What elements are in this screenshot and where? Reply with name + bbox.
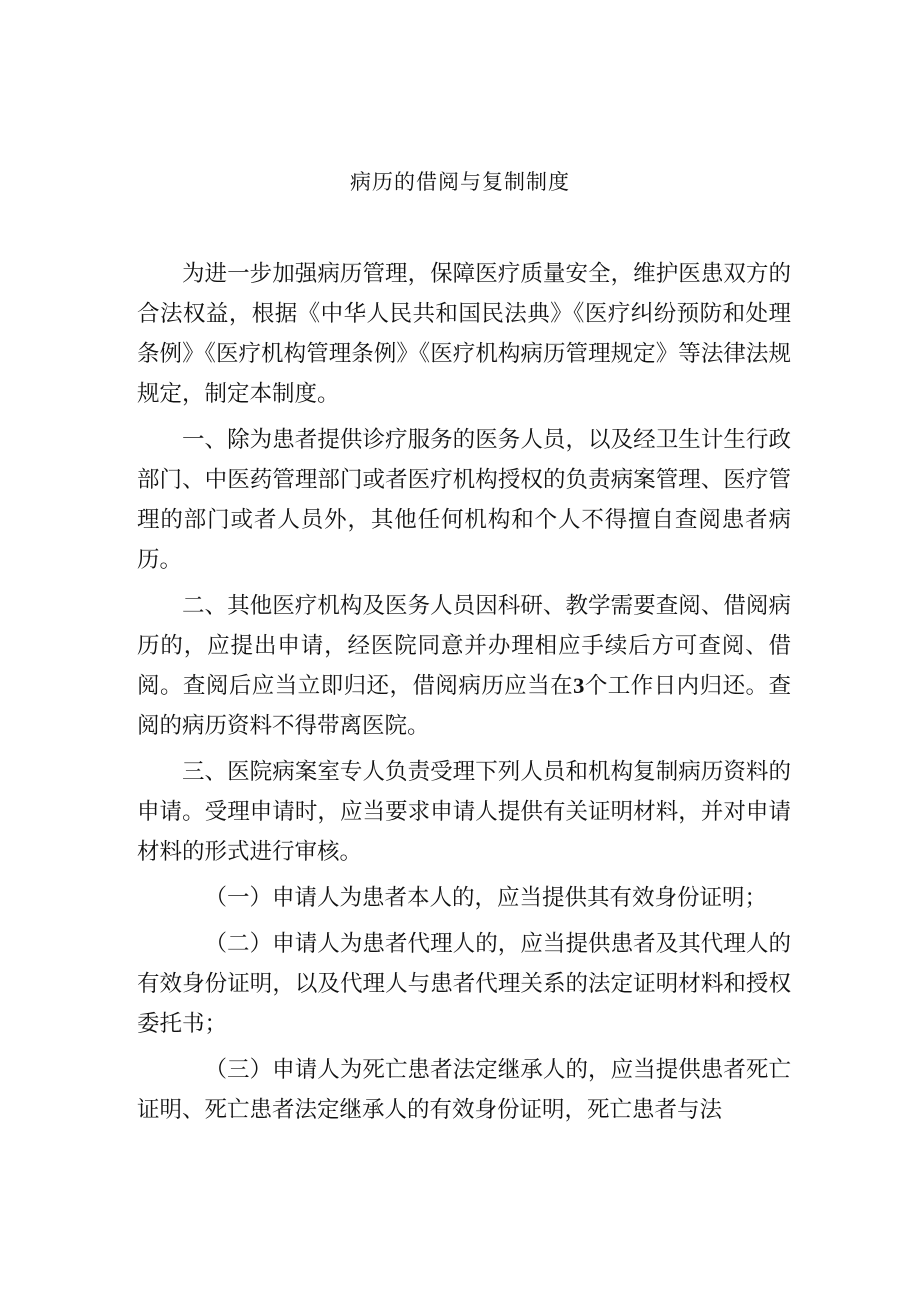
paragraph-article-3: 三、医院病案室专人负责受理下列人员和机构复制病历资料的申请。受理申请时，应当要求申请人提供有关证明材料，并对申请材料的形式进行审核。 bbox=[137, 759, 791, 865]
paragraph-item-2: （二）申请人为患者代理人的，应当提供患者及其代理人的有效身份证明，以及代理人与患者代理关系的法定证明材料和授权委托书； bbox=[137, 931, 791, 1037]
paragraph-article-2-part-2: 个工作日内归还。查阅的病历资料不得带离医院。 bbox=[137, 673, 791, 739]
document-title: 病历的借阅与复制制度 bbox=[350, 170, 570, 194]
paragraph-preamble: 为进一步加强病历管理，保障医疗质量安全，维护医患双方的合法权益，根据《中华人民共和国民法典》《医疗纠纷预防和处理条例》《医疗机构管理条例》《医疗机构病历管理规定》等法律法规规定，制定本制度。 bbox=[137, 261, 791, 407]
paragraph-article-2-part-1: 二、其他医疗机构及医务人员因科研、教学需要查阅、借阅病历的，应提出申请，经医院同意并办理相应手续后方可查阅、借阅。查阅后应当立即归还，借阅病历应当在 bbox=[137, 593, 791, 699]
paragraph-article-2 bbox=[137, 586, 791, 746]
paragraph-article-1: 一、除为患者提供诊疗服务的医务人员，以及经卫生计生行政部门、中医药管理部门或者医疗机构授权的负责病案管理、医疗管理的部门或者人员外，其他任何机构和个人不得擅自查阅患者病历。 bbox=[137, 427, 791, 573]
paragraph-item-1: （一）申请人为患者本人的，应当提供其有效身份证明； bbox=[204, 885, 768, 911]
document-body bbox=[137, 254, 791, 1130]
return-days-number: 3 bbox=[573, 673, 585, 698]
paragraph-item-3: （三）申请人为死亡患者法定继承人的，应当提供患者死亡证明、死亡患者法定继承人的有效身份证明，死亡患者与法 bbox=[137, 1057, 791, 1123]
